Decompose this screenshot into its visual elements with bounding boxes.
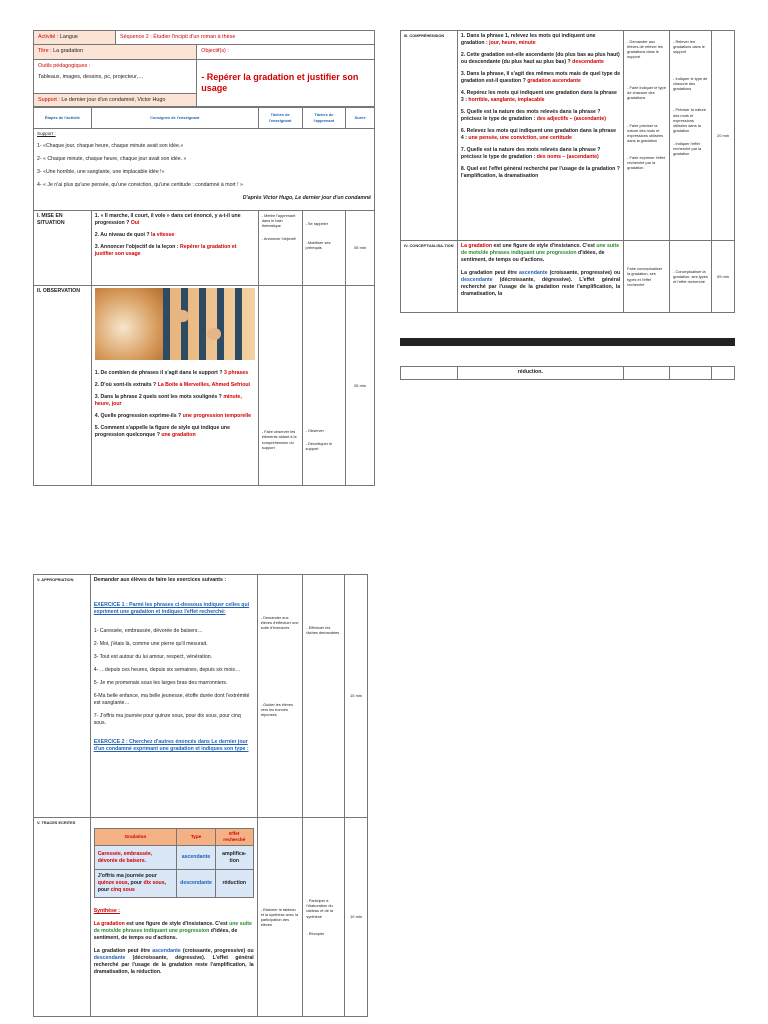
exercice-2-title: EXERCICE 2 : Cherchez d'autres énoncés dans Le dernier jour d'un condamné exprimant une gradation et indiques son type : <box>93 739 249 753</box>
page-break-bar <box>400 338 735 346</box>
conceptualisation-row: IV. CONCEPTUALISA-TION La gradation est une figure de style d'insistance. C'est une suite de mots/de phrases indiquant une progression d'idées, de sentiment, de temps ou d'actions. La gradation peut être ascendante (croissante, progressive) ou descendante (décroissante, dégressive). L'effet général recherché par l'usage de la gradation reste l'amplification, la dramatisation, la Faire conceptualiser la gradation, ses types et l'effet recherché - Conceptualiser la gradation, ses types et l'effet recherché 05 min <box>401 241 735 313</box>
observation-row: II. OBSERVATION 1. De combien de phrases il s'agit dans le support ? 3 phrases 2. D'où sont-ils extraits ? La Boite à Merveilles, Ahmed Sefrioui 3. Dans la phrase 2 quels sont les mots soulignés ? minute, heure, jour 4. Quelle progression exprime-ils ? une progression temporelle 5. Comment s'appelle la figure de style qui indique une progression quelconque ? une gradation - Faire observer les éléments aidant à la compréhension du support - Observer - Décortiquer le support 05 min <box>34 286 375 486</box>
mise-en-situation-row: I. MISE EN SITUATION 1. « Il marche, il court, il vole » dans cet énoncé, y a-t-il une progression ? Oui 2. Au niveau de quoi ? la vitesse 3. Annoncer l'objectif de la leçon : Repérer la gradation et justifier son usage - Mettre l'apprenant dans le bain thématique - Annoncer l'objectif - Se rappeler - Mobiliser ses prérequis 05 min <box>34 211 375 286</box>
comprehension-row: III. COMPRÉHENSION 1. Dans la phrase 1, relevez les mots qui indiquent une gradation : jour, heure, minute 2. Cette gradation est-elle ascendante (du plus bas au plus haut) ou descendante (du plus haut au plus bas) ? descendante 3. Dans la phrase, il s'agit des mêmes mots mais de quel type de gradation est-il question ? gradation ascendante 4. Repérez les mots qui indiquent une gradation dans la phrase 3 : horrible, sanglante, implacable 5. Quelle est la nature des mots relevés dans la phrase ? précisez le type de gradation : des adjectifs – (ascendante) 6. Relevez les mots qui indiquent une gradation dans la phrase 4 : une pensée, une conviction, une certitude 7. Quelle est la nature des mots relevés dans la phrase ? précisez le type de gradation : des noms – (ascendante) 8. Quel est l'effet général recherché par l'usage de la gradation ? l'amplification, la dramatisation - Demander aux élèves de relever les gradations dans le support - Faire indiquer le type de chacune des gradations - Faire préciser la nature des mots et expressions utilisées dans la gradation - Faire exprimer l'effet recherché par la gradation - Relever les gradations dans le support - Indiquer le type de chacune des gradations - Préciser la nature des mots et expressions utilisées dans la gradation - Indiquer l'effet recherché par la gradation 20 min <box>401 31 735 241</box>
header-table: Activité : Langue Séquence 2 : Étudier l'incipit d'un roman à thèse Titre : La gradation Objectif(s) : Outils pédagogiques : Tableaux, images, dessins, pc, projecteur,… - Repérer la gradation et justifier son usage Support : Le dernier jour d'un condamné, Victor Hugo <box>33 30 375 108</box>
exercice-item: 2- Moi, j'étais là, comme une pierre qu'il mesurait. <box>93 641 208 648</box>
exercice-item: 1- Caressée, embrassée, dévorée de baisers… <box>93 628 203 635</box>
support-title: Support : <box>37 131 56 136</box>
exercice-item: 3- Tout est autour du lui amour, respect, vénération. <box>93 654 213 661</box>
exercice-item: 4- …depuis ces heures, depuis six semaines, depuis six mois… <box>93 667 241 674</box>
traces-row: V. TRACES ECRITES Gradation Type Effet recherché Caressée, embrassée, dévorée de baisers. ascendante amplifica-tion J'offris ma journée pour quinze sous, pour dix sous, pour cinq sous descendante réduction Synthèse : La gradation est une figure de style d'insistance. C'est une suite de mots/de phrases indiquant une progression d'idées, de sentiment, de temps ou d'actions. La gradation peut être ascendante (croissante, progressive) ou descendante (décroissante, dégressive). L'effet général recherché par l'usage de la gradation reste l'amplification, la dramatisation, la réduction. - Elaborer le tableau et la synthèse avec la participation des élèves - Participer à l'élaboration du tableau et de la synthèse - Recopier 10 min <box>34 818 368 1017</box>
prison-bars-image <box>95 288 255 360</box>
activite-label: Activité : <box>38 34 59 40</box>
support-source: D'après Victor Hugo, Le dernier jour d'un condamné <box>242 195 371 202</box>
column-header-row: Étapes de l'activité Consignes de l'enseignant Tâches de l'enseignant Tâches de l'apprenant Durée <box>34 107 375 129</box>
exercice-item: 5- Je me promenais sous les larges bras des marronniers. <box>93 680 228 687</box>
continuation-text: réduction. <box>457 367 624 380</box>
continuation-table <box>400 366 735 380</box>
exercice-item: 7- J'offris ma journée pour quinze sous, pour dix sous, pour cinq sous. <box>93 713 241 727</box>
page-2 <box>400 30 735 385</box>
page-3 <box>33 574 368 1020</box>
support-line-3: 3- «Une horrible, une sanglante, une implacable idée !» <box>37 169 165 176</box>
objectifs-label: Objectif(s) : <box>197 45 375 59</box>
support-row <box>34 129 375 211</box>
support-line-4: 4- « Je n'ai plus qu'une pensée, qu'une conviction, qu'une certitude : condamné à mort ! » <box>37 182 243 189</box>
page-1 <box>33 30 375 488</box>
support-line-1: 1- «Chaque jour, chaque heure, chaque minute avait son idée.» <box>37 143 184 150</box>
appropriation-row: V. APPROPRIATION Demander aux élèves de faire les exercices suivants : EXERCICE 1 : Parmi les phrases ci-dessous indiquer celles qui expriment une gradation et indiquez l'effet recherché: 1- Caressée, embrassée, dévorée de baisers… 2- Moi, j'étais là, comme une pierre qu'il mesurait. 3- Tout est autour du lui amour, respect, vénération. 4- …depuis ces heures, depuis six semaines, depuis six mois… 5- Je me promenais sous les larges bras des marronniers. 6-Ma belle enfance, ma belle jeunesse, étoffe durée dont l'extrémité est sanglante… 7- J'offris ma journée pour quinze sous, pour dix sous, pour cinq sous. EXERCICE 2 : Cherchez d'autres énoncés dans Le dernier jour d'un condamné exprimant une gradation et indiques son type : - Demander aux élèves d'effectuer une suite d'exercices - Guider les élèves vers les bonnes réponses - Effectuer les tâches demandées 15 min <box>34 575 368 818</box>
exercice-item: 6-Ma belle enfance, ma belle jeunesse, étoffe durée dont l'extrémité est sanglante… <box>93 693 250 707</box>
appropriation-intro: Demander aux élèves de faire les exercices suivants : <box>93 577 227 583</box>
sequence: Séquence 2 : Étudier l'incipit d'un roman à thèse <box>116 31 375 45</box>
objectif-text: - Repérer la gradation et justifier son usage <box>197 59 375 107</box>
synthese-title: Synthèse : <box>93 908 120 915</box>
support-line-2: 2- « Chaque minute, chaque heure, chaque jour avait son idée. » <box>37 156 187 163</box>
exercice-1-title: EXERCICE 1 : Parmi les phrases ci-dessous indiquer celles qui expriment une gradation et indiquez l'effet recherché: <box>93 602 250 616</box>
gradation-table: Gradation Type Effet recherché Caressée, embrassée, dévorée de baisers. ascendante amplifica-tion J'offris ma journée pour quinze sous, pour dix sous, pour cinq sous descendante réduction <box>94 828 254 898</box>
main-table-2 <box>400 30 735 313</box>
main-table-1 <box>33 106 375 486</box>
main-table-3 <box>33 574 368 1017</box>
